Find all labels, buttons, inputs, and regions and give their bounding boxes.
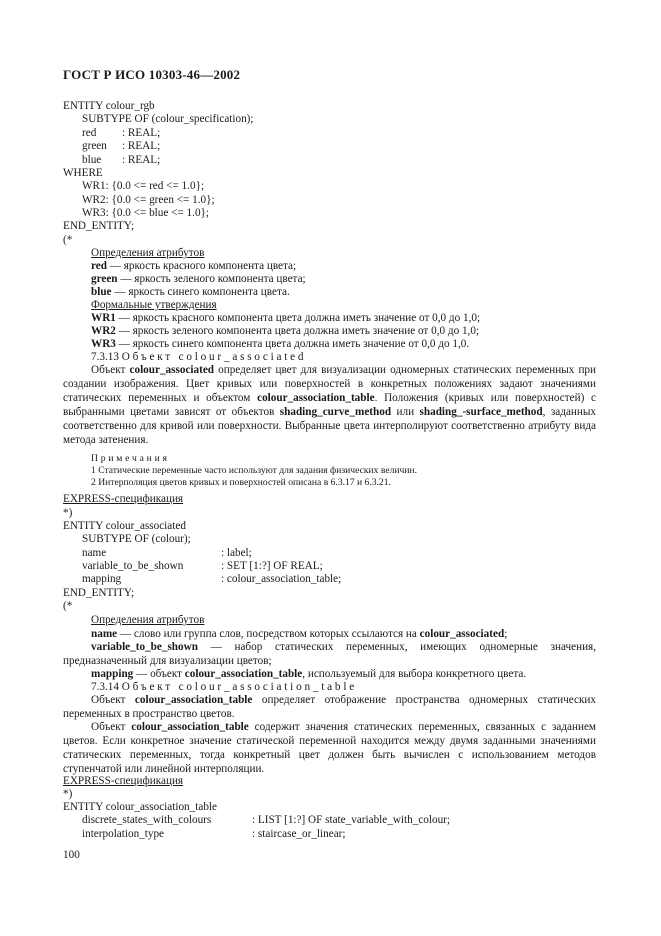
formal-wr2: WR2 — яркость зеленого компонента цвета должна иметь значение от 0,0 до 1,0;	[91, 325, 480, 337]
attr-blue-def: blue — яркость синего компонента цвета.	[91, 286, 290, 298]
code-attr-discrete-states-type: : LIST [1:?] OF state_variable_with_colour;	[252, 814, 451, 826]
attr-green-def: green — яркость зеленого компонента цвета;	[91, 273, 306, 285]
code-end-entity-2: END_ENTITY;	[63, 587, 135, 599]
code-attr-variable: variable_to_be_shown	[82, 560, 184, 572]
code-attr-mapping: mapping	[82, 573, 122, 585]
attr-definitions-heading-2: Определения атрибутов	[91, 614, 205, 626]
attr-red-def: red — яркость красного компонента цвета;	[91, 260, 297, 272]
section-7-3-14-heading: 7.3.14 Объект colour_association_table	[91, 681, 358, 693]
note-1: 1 Статические переменные часто используют для задания физических величин.	[91, 465, 418, 476]
code-attr-blue-name: blue	[82, 154, 102, 166]
formal-wr3: WR3 — яркость синего компонента цвета должна иметь значение от 0,0 до 1,0.	[91, 338, 470, 350]
formal-wr1: WR1 — яркость красного компонента цвета должна иметь значение от 0,0 до 1,0;	[91, 312, 481, 324]
section-7-3-14-paragraph-2: Объект colour_association_table содержит значения статических переменных, связанных с заданием цветов. Если конкретное значение статической переменной находится между двумя заданными значениями статических переменных, тогда конкретный цвет должен быть вычислен с использованием методов ступенчатой или линейной интерполяции.	[63, 721, 597, 775]
code-attr-interpolation-type-type: : staircase_or_linear;	[252, 828, 346, 840]
express-spec-label-1: EXPRESS-спецификация	[63, 493, 184, 505]
code-attr-interpolation-type: interpolation_type	[82, 828, 165, 840]
code-attr-red-name: red	[82, 127, 97, 139]
attr-variable-def: variable_to_be_shown — набор статических переменных, имеющих одномерные значения, предназначенный для визуализации цветов;	[63, 641, 596, 667]
attr-mapping-def: mapping — объект colour_association_table, используемый для выбора конкретного цвета.	[91, 668, 527, 680]
section-7-3-13-heading: 7.3.13 Объект colour_associated	[91, 351, 307, 363]
attr-definitions-heading: Определения атрибутов	[91, 247, 205, 259]
code-entity-colour-association-table: ENTITY colour_association_table	[63, 801, 217, 813]
page-number: 100	[63, 849, 80, 861]
code-attr-blue-type: : REAL;	[122, 154, 161, 166]
formal-statements-heading: Формальные утверждения	[91, 299, 217, 311]
code-where: WHERE	[63, 167, 103, 179]
code-end-entity: END_ENTITY;	[63, 220, 135, 232]
code-comment-open: (*	[63, 234, 73, 246]
code-comment-close-1: *)	[63, 507, 73, 519]
code-wr2: WR2: {0.0 <= green <= 1.0};	[82, 194, 215, 206]
code-attr-red-type: : REAL;	[122, 127, 161, 139]
code-attr-discrete-states: discrete_states_with_colours	[82, 814, 212, 826]
code-subtype-colour: SUBTYPE OF (colour);	[82, 533, 191, 545]
attr-name-def: name — слово или группа слов, посредством которых ссылаются на colour_associated;	[91, 628, 508, 640]
notes-title: Примечания	[91, 453, 170, 464]
code-subtype: SUBTYPE OF (colour_specification);	[82, 113, 254, 125]
code-attr-variable-type: : SET [1:?] OF REAL;	[221, 560, 323, 572]
code-entity-colour-rgb: ENTITY colour_rgb	[63, 100, 155, 112]
document-header: ГОСТ Р ИСО 10303-46—2002	[63, 67, 241, 82]
section-7-3-14-paragraph-1: Объект colour_association_table определяет отображение пространства одномерных статических переменных в пространство цветов.	[63, 694, 597, 720]
code-attr-green-name: green	[82, 140, 107, 152]
code-comment-close-2: *)	[63, 788, 73, 800]
code-wr3: WR3: {0.0 <= blue <= 1.0};	[82, 207, 210, 219]
code-attr-name-type: : label;	[221, 547, 252, 559]
section-7-3-13-paragraph: Объект colour_associated определяет цвет для визуализации одномерных статических переменных при создании изображения. Цвет кривых или поверхностей в конкретных положениях задают значениями статических переменных и объектом colour_association_table. Положения (кривых или поверхностей) с выбранными цветами зависят от объектов shading_curve_method или shading_-surface_method, заданных соответственно для кривой или поверхности. Выбранные цвета интерполируют соответственно атрибуту вида метода затенения.	[63, 364, 597, 446]
express-spec-label-2: EXPRESS-спецификация	[63, 775, 184, 787]
code-comment-open-2: (*	[63, 600, 73, 612]
code-attr-mapping-type: : colour_association_table;	[221, 573, 342, 585]
code-attr-name: name	[82, 547, 107, 559]
code-wr1: WR1: {0.0 <= red <= 1.0};	[82, 180, 205, 192]
note-2: 2 Интерполяция цветов кривых и поверхностей описана в 6.3.17 и 6.3.21.	[91, 477, 391, 488]
code-attr-green-type: : REAL;	[122, 140, 161, 152]
code-entity-colour-associated: ENTITY colour_associated	[63, 520, 186, 532]
